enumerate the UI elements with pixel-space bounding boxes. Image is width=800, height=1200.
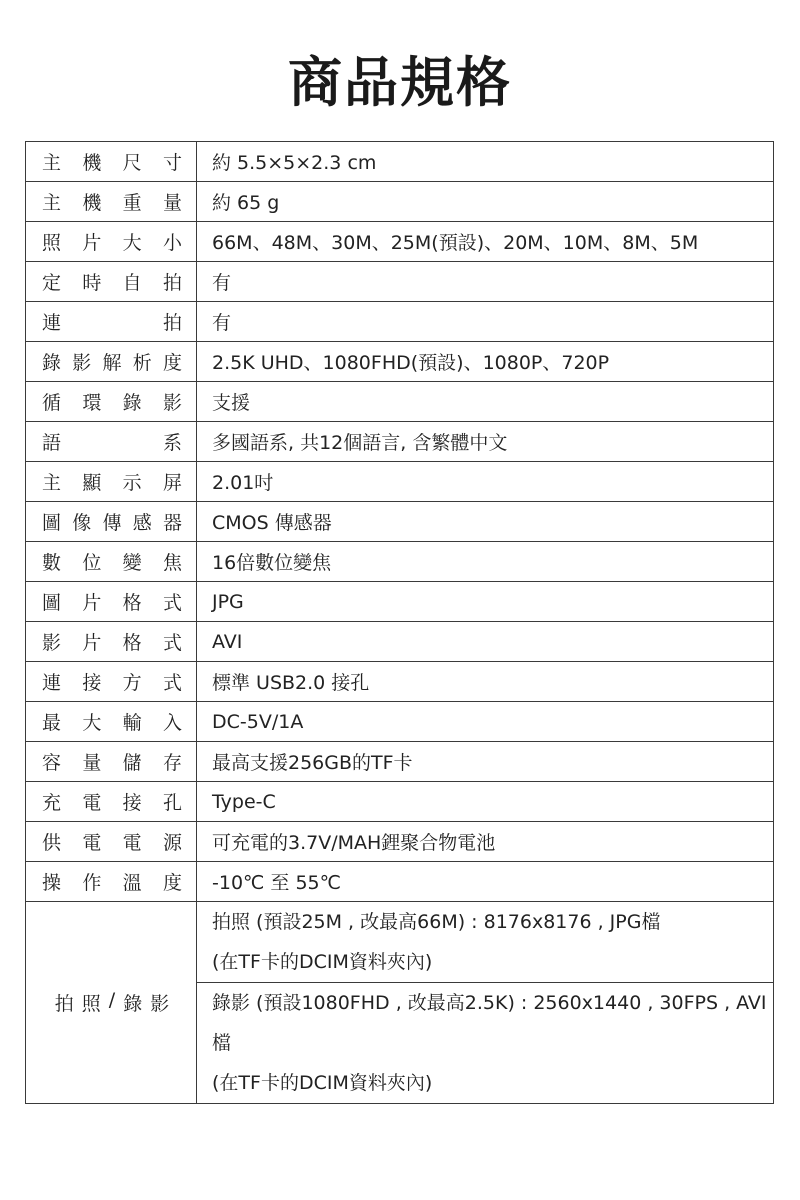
spec-label-char: 變 [122, 552, 142, 574]
spec-label [42, 148, 182, 175]
spec-label-char: 傳 [102, 512, 122, 534]
spec-label-char: 輸 [122, 712, 142, 734]
spec-label-char: 格 [122, 632, 142, 654]
spec-label-char: 量 [82, 752, 102, 774]
spec-row [26, 542, 774, 582]
spec-value: -10℃ 至 55℃ [197, 862, 774, 902]
spec-label-char: 片 [82, 592, 102, 614]
spec-label-char: 量 [162, 192, 182, 214]
spec-row [26, 342, 774, 382]
spec-label-char: 入 [162, 712, 182, 734]
photo-spec-line2: (在TF卡的DCIM資料夾內) [212, 951, 433, 973]
spec-label-char: 大 [82, 712, 102, 734]
spec-label-char: 操 [42, 872, 62, 894]
spec-label [42, 708, 182, 735]
spec-label-char: 系 [162, 432, 182, 454]
spec-label-cell [26, 862, 197, 902]
spec-label [42, 508, 182, 535]
spec-label-cell [26, 782, 197, 822]
spec-row [26, 622, 774, 662]
spec-value: AVI [197, 622, 774, 662]
capture-label-cell [26, 902, 197, 1104]
spec-row [26, 862, 774, 902]
spec-label-char: 溫 [122, 872, 142, 894]
spec-label-char: 連 [42, 672, 62, 694]
photo-spec-cell [197, 902, 774, 983]
spec-label-cell [26, 662, 197, 702]
spec-value: 可充電的3.7V/MAH鋰聚合物電池 [197, 822, 774, 862]
spec-label-cell [26, 142, 197, 182]
spec-label-char: 焦 [162, 552, 182, 574]
spec-row [26, 822, 774, 862]
spec-row [26, 502, 774, 542]
spec-value: 2.01吋 [197, 462, 774, 502]
spec-row [26, 582, 774, 622]
spec-label-cell [26, 462, 197, 502]
spec-label-char: 示 [122, 472, 142, 494]
spec-label-char: 錄 [42, 352, 62, 374]
spec-label-cell [26, 302, 197, 342]
spec-label-char: 度 [162, 872, 182, 894]
spec-label-char: 片 [82, 232, 102, 254]
spec-row [26, 462, 774, 502]
spec-label-char: 屏 [162, 472, 182, 494]
spec-label-cell [26, 182, 197, 222]
video-spec-line1: 錄影 (預設1080FHD , 改最高2.5K) : 2560x1440 , 30FPS , AVI檔 [212, 992, 767, 1054]
spec-label-char: 孔 [162, 792, 182, 814]
video-spec-line2: (在TF卡的DCIM資料夾內) [212, 1072, 433, 1094]
spec-label [42, 628, 182, 655]
spec-value: 標準 USB2.0 接孔 [197, 662, 774, 702]
spec-row [26, 422, 774, 462]
spec-label-char: 片 [82, 632, 102, 654]
photo-spec-line1: 拍照 (預設25M , 改最高66M) : 8176x8176 , JPG檔 [212, 911, 661, 933]
spec-label-cell [26, 742, 197, 782]
spec-label-char: 自 [122, 272, 142, 294]
spec-row [26, 302, 774, 342]
spec-row [26, 782, 774, 822]
spec-label-char: 位 [82, 552, 102, 574]
spec-value: 多國語系, 共12個語言, 含繁體中文 [197, 422, 774, 462]
spec-label-char: 主 [42, 192, 62, 214]
spec-label [42, 828, 182, 855]
spec-label-cell [26, 422, 197, 462]
spec-label-char: 寸 [162, 152, 182, 174]
spec-label-char: 格 [122, 592, 142, 614]
spec-label-char: 析 [132, 352, 152, 374]
spec-label-char: 度 [162, 352, 182, 374]
spec-value: CMOS 傳感器 [197, 502, 774, 542]
spec-label-char: 解 [102, 352, 122, 374]
spec-label-char: 循 [42, 392, 62, 414]
spec-value: 66M、48M、30M、25M(預設)、20M、10M、8M、5M [197, 222, 774, 262]
spec-label-cell [26, 262, 197, 302]
spec-label-char: 重 [122, 192, 142, 214]
spec-label-char: 主 [42, 152, 62, 174]
spec-label-cell [26, 622, 197, 662]
spec-label-char: 式 [162, 672, 182, 694]
spec-label [42, 188, 182, 215]
spec-label-char: 電 [82, 832, 102, 854]
spec-label-char: 供 [42, 832, 62, 854]
spec-label-char: 圖 [42, 592, 62, 614]
spec-value: Type-C [197, 782, 774, 822]
spec-label [42, 548, 182, 575]
spec-label [42, 748, 182, 775]
spec-label-char: 源 [162, 832, 182, 854]
page-title: 商品規格 [288, 51, 512, 114]
spec-label-char: 感 [132, 512, 152, 534]
spec-row [26, 702, 774, 742]
capture-label-char: 錄 [123, 993, 143, 1015]
spec-value: 有 [197, 262, 774, 302]
spec-label [42, 388, 182, 415]
spec-label-char: 顯 [82, 472, 102, 494]
spec-label-char: 照 [42, 232, 62, 254]
capture-label [42, 989, 182, 1016]
spec-value: JPG [197, 582, 774, 622]
spec-label-char: 接 [82, 672, 102, 694]
spec-value: 支援 [197, 382, 774, 422]
spec-row [26, 742, 774, 782]
spec-label-char: 小 [162, 232, 182, 254]
spec-label-char: 機 [82, 152, 102, 174]
video-spec-cell [197, 983, 774, 1104]
capture-label-char: 拍 [54, 993, 74, 1015]
spec-value: 16倍數位變焦 [197, 542, 774, 582]
spec-label [42, 428, 182, 455]
spec-value: 2.5K UHD、1080FHD(預設)、1080P、720P [197, 342, 774, 382]
spec-label-char: 影 [162, 392, 182, 414]
spec-label-char: 錄 [122, 392, 142, 414]
spec-value: 最高支援256GB的TF卡 [197, 742, 774, 782]
spec-label-char: 器 [162, 512, 182, 534]
spec-label-char: 儲 [122, 752, 142, 774]
spec-label-char: 大 [122, 232, 142, 254]
spec-label [42, 868, 182, 895]
spec-label-char: 拍 [162, 272, 182, 294]
spec-label-char: 式 [162, 632, 182, 654]
spec-label-cell [26, 502, 197, 542]
capture-label-char: 照 [81, 993, 101, 1015]
spec-value: 約 5.5×5×2.3 cm [197, 142, 774, 182]
spec-label-cell [26, 382, 197, 422]
spec-label-char: 環 [82, 392, 102, 414]
spec-label [42, 308, 182, 335]
spec-label [42, 588, 182, 615]
spec-label-char: 尺 [122, 152, 142, 174]
spec-row [26, 382, 774, 422]
spec-label-cell [26, 822, 197, 862]
spec-label-char: 式 [162, 592, 182, 614]
spec-label-char: 機 [82, 192, 102, 214]
spec-label [42, 788, 182, 815]
spec-label-cell [26, 702, 197, 742]
spec-label [42, 668, 182, 695]
spec-label-char: 電 [82, 792, 102, 814]
spec-row [26, 262, 774, 302]
spec-label-char: 充 [42, 792, 62, 814]
spec-label [42, 348, 182, 375]
spec-label [42, 228, 182, 255]
spec-row [26, 222, 774, 262]
spec-row [26, 142, 774, 182]
capture-label-char: 影 [150, 993, 170, 1015]
spec-label-cell [26, 342, 197, 382]
spec-table [25, 141, 774, 1104]
capture-label-char: / [108, 989, 116, 1011]
spec-label-char: 影 [72, 352, 92, 374]
spec-label-char: 像 [72, 512, 92, 534]
spec-label-char: 連 [42, 312, 62, 334]
spec-value: DC-5V/1A [197, 702, 774, 742]
capture-section [26, 902, 774, 1104]
spec-label-cell [26, 542, 197, 582]
spec-label [42, 468, 182, 495]
spec-label [42, 268, 182, 295]
spec-label-char: 方 [122, 672, 142, 694]
spec-label-char: 存 [162, 752, 182, 774]
spec-label-char: 最 [42, 712, 62, 734]
spec-label-cell [26, 582, 197, 622]
spec-row [26, 662, 774, 702]
spec-table-body [26, 142, 774, 902]
spec-value: 約 65 g [197, 182, 774, 222]
spec-label-char: 數 [42, 552, 62, 574]
spec-label-char: 容 [42, 752, 62, 774]
spec-value: 有 [197, 302, 774, 342]
spec-label-char: 時 [82, 272, 102, 294]
spec-label-char: 接 [122, 792, 142, 814]
spec-label-cell [26, 222, 197, 262]
spec-label-char: 電 [122, 832, 142, 854]
spec-label-char: 圖 [42, 512, 62, 534]
spec-label-char: 定 [42, 272, 62, 294]
spec-label-char: 拍 [162, 312, 182, 334]
spec-label-char: 語 [42, 432, 62, 454]
spec-label-char: 作 [82, 872, 102, 894]
spec-label-char: 影 [42, 632, 62, 654]
spec-row [26, 182, 774, 222]
spec-label-char: 主 [42, 472, 62, 494]
